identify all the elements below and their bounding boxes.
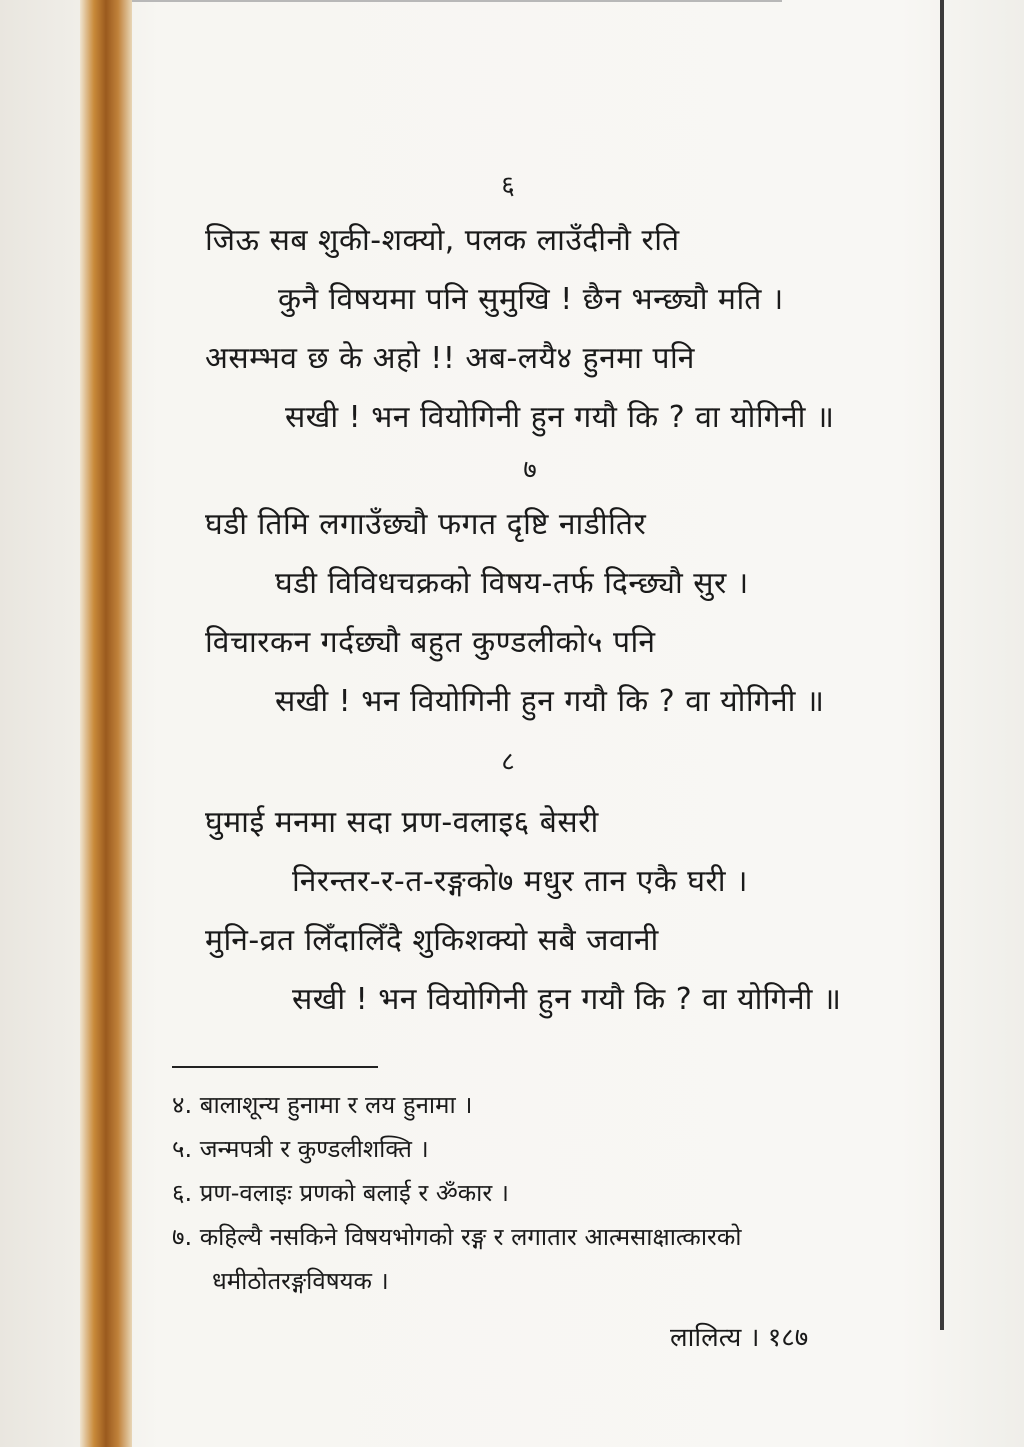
verse-line: मुनि-व्रत लिँदालिँदै शुकिशक्यो सबै जवानी — [205, 923, 659, 958]
footnote-continuation: धमीठोतरङ्गविषयक । — [212, 1267, 389, 1295]
footnote: ५. जन्मपत्री र कुण्डलीशक्ति । — [172, 1135, 429, 1163]
page-edge-line — [940, 0, 944, 1330]
verse-line: घडी विविधचक्रको विषय-तर्फ दिन्छ्यौ सुर । — [275, 566, 749, 601]
top-edge-line — [132, 0, 782, 2]
stanza-number: ६ — [501, 171, 515, 201]
verse-line: सखी ! भन वियोगिनी हुन गयौ कि ? वा योगिनी ॥ — [285, 400, 835, 435]
book-spine — [80, 0, 132, 1447]
verse-line: कुनै विषयमा पनि सुमुखि ! छैन भन्छ्यौ मति । — [278, 282, 784, 317]
footnote: ४. बालाशून्य हुनामा र लय हुनामा । — [172, 1091, 473, 1119]
verse-line: सखी ! भन वियोगिनी हुन गयौ कि ? वा योगिनी ॥ — [275, 684, 825, 719]
verse-line: विचारकन गर्दछ्यौ बहुत कुण्डलीको५ पनि — [205, 625, 656, 660]
verse-line: घुमाई मनमा सदा प्रण-वलाइ६ बेसरी — [205, 805, 599, 840]
verse-line: सखी ! भन वियोगिनी हुन गयौ कि ? वा योगिनी ॥ — [292, 982, 842, 1017]
verse-line: घडी तिमि लगाउँछ्यौ फगत दृष्टि नाडीतिर — [205, 507, 647, 542]
footnote-divider — [172, 1066, 378, 1068]
verse-line: निरन्तर-र-त-रङ्गको७ मधुर तान एकै घरी । — [292, 864, 748, 899]
page-footer: लालित्य । १८७ — [670, 1323, 809, 1353]
verse-line: जिऊ सब शुकी-शक्यो, पलक लाउँदीनौ रति — [205, 223, 680, 258]
footnote: ७. कहिल्यै नसकिने विषयभोगको रङ्ग र लगातार आत्मसाक्षात्कारको — [172, 1223, 742, 1251]
stanza-number: ७ — [523, 455, 537, 485]
verse-line: असम्भव छ के अहो !! अब-लयै४ हुनमा पनि — [205, 341, 695, 376]
stanza-number: ८ — [501, 747, 515, 777]
footnote: ६. प्रण-वलाइः प्रणको बलाई र ॐकार । — [172, 1179, 509, 1207]
